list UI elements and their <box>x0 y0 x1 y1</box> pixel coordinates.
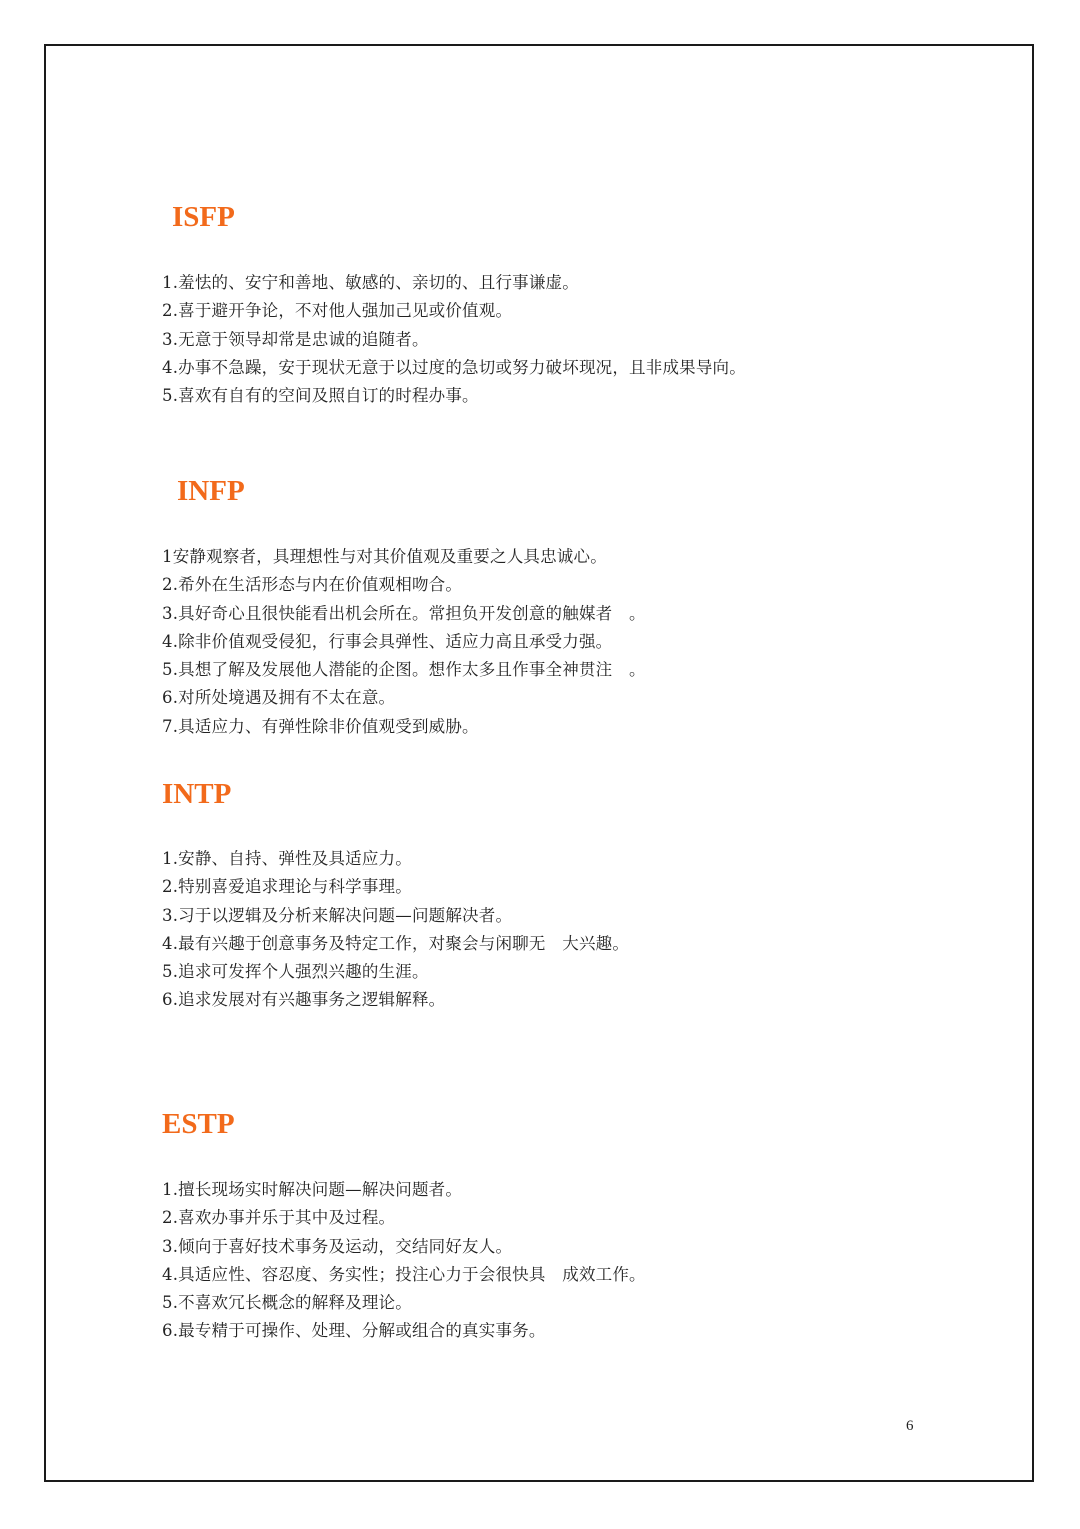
list-item: 3.习于以逻辑及分析来解决问题—问题解决者。 <box>162 905 513 925</box>
section-heading-intp: INTP <box>162 778 232 810</box>
list-item: 1.擅长现场实时解决问题—解决问题者。 <box>162 1180 463 1199</box>
list-item: 4.最有兴趣于创意事务及特定工作，对聚会与闲聊无 大兴趣。 <box>162 933 630 953</box>
section-list-isfp <box>162 269 746 410</box>
section-list-infp <box>162 543 646 741</box>
section-list-intp <box>162 845 629 1015</box>
section-list-estp <box>162 1176 646 1346</box>
list-item: 2.喜于避开争论，不对他人强加己见或价值观。 <box>162 301 513 321</box>
list-item: 5.追求可发挥个人强烈兴趣的生涯。 <box>162 962 429 982</box>
section-heading-isfp: ISFP <box>172 201 235 233</box>
list-item: 4.办事不急躁，安于现状无意于以过度的急切或努力破坏现况，且非成果导向。 <box>162 357 746 377</box>
list-item: 2.希外在生活形态与内在价值观相吻合。 <box>162 575 463 595</box>
list-item: 1安静观察者，具理想性与对其价值观及重要之人具忠诚心。 <box>162 547 607 566</box>
list-item: 6.对所处境遇及拥有不太在意。 <box>162 688 396 708</box>
list-item: 7.具适应力、有弹性除非价值观受到威胁。 <box>162 716 479 736</box>
list-item: 5.喜欢有自有的空间及照自订的时程办事。 <box>162 386 479 406</box>
list-item: 3.倾向于喜好技术事务及运动，交结同好友人。 <box>162 1236 513 1256</box>
list-item: 4.除非价值观受侵犯，行事会具弹性、适应力高且承受力强。 <box>162 631 613 651</box>
list-item: 5.具想了解及发展他人潜能的企图。想作太多且作事全神贯注 。 <box>162 660 646 680</box>
list-item: 6.最专精于可操作、处理、分解或组合的真实事务。 <box>162 1321 546 1341</box>
list-item: 3.具好奇心且很快能看出机会所在。常担负开发创意的触媒者 。 <box>162 603 646 623</box>
list-item: 2.喜欢办事并乐于其中及过程。 <box>162 1208 396 1228</box>
list-item: 3.无意于领导却常是忠诚的追随者。 <box>162 329 429 349</box>
page-number: 6 <box>906 1418 914 1434</box>
list-item: 6.追求发展对有兴趣事务之逻辑解释。 <box>162 990 446 1010</box>
list-item: 4.具适应性、容忍度、务实性；投注心力于会很快具 成效工作。 <box>162 1264 646 1284</box>
list-item: 1.羞怯的、安宁和善地、敏感的、亲切的、且行事谦虚。 <box>162 273 579 292</box>
list-item: 2.特别喜爱追求理论与科学事理。 <box>162 877 412 897</box>
list-item: 5.不喜欢冗长概念的解释及理论。 <box>162 1293 412 1313</box>
list-item: 1.安静、自持、弹性及具适应力。 <box>162 849 412 868</box>
section-heading-estp: ESTP <box>162 1108 235 1140</box>
section-heading-infp: INFP <box>177 475 245 507</box>
